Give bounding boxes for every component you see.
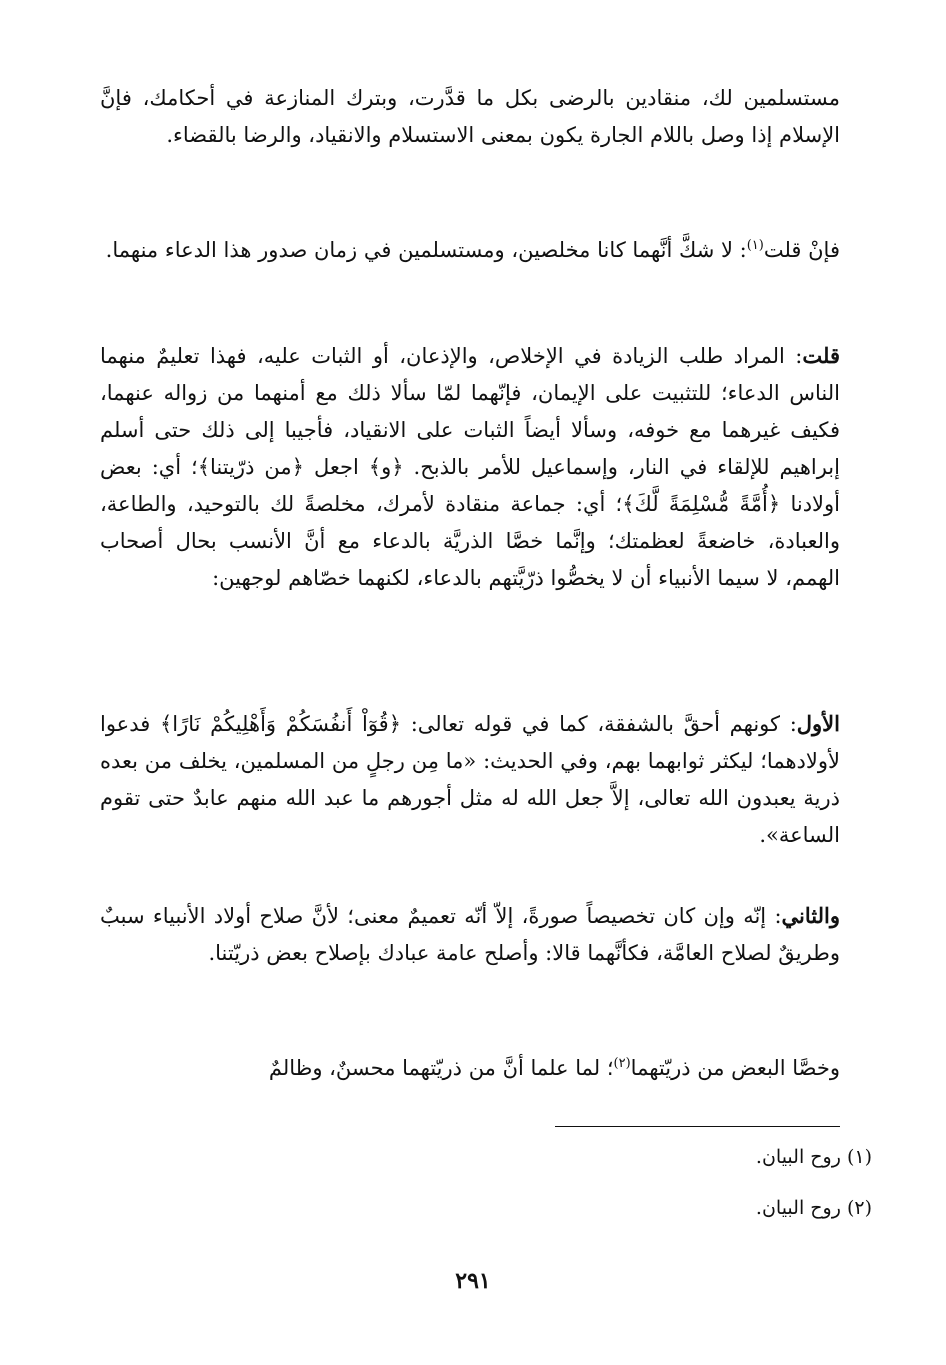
paragraph-2-lead: فإنْ قلت	[763, 238, 840, 262]
paragraph-2-text: : لا شكَّ أنَّهما كانا مخلصين، ومستسلمين في زمان صدور هذا الدعاء منهما.	[105, 238, 747, 262]
paragraph-1-text: مستسلمين لك، منقادين بالرضى بكل ما قدَّرت، وبترك المنازعة في أحكامك، فإنَّ الإسلام إذا وصل باللام الجارة يكون بمعنى الاستسلام والانقياد، والرضا بالقضاء.	[100, 86, 840, 147]
paragraph-3	[100, 337, 840, 597]
footnote-ref-2: (٢)	[613, 1056, 631, 1071]
paragraph-6	[100, 1050, 840, 1087]
footnote-2-number: (٢)	[846, 1197, 872, 1219]
footnote-2-text: روح البيان.	[755, 1197, 841, 1219]
paragraph-2	[100, 232, 840, 269]
footnote-divider	[555, 1126, 840, 1127]
footnote-ref-1: (١)	[746, 238, 764, 253]
paragraph-3-text: : المراد طلب الزيادة في الإخلاص، والإذعان، أو الثبات عليه، فهذا تعليمٌ منهما الناس الدعاء؛ للتثبيت على الإيمان، فإنّهما لمّا سألا ذلك مع أمنهما من زواله عنهما، فكيف غيرهما مع خوفه، وسألا أيضاً الثبات على الانقياد، فأجيبا إلى ذلك حتى أسلم إبراهيم للإلقاء في النار، وإسماعيل للأمر بالذبح. ﴿و﴾ اجعل ﴿من ذرّيتنا﴾؛ أي: بعض أولادنا ﴿أُمَّةً مُّسْلِمَةً لَّكَ﴾؛ أي: جماعة منقادة لأمرك، مخلصةً لك بالتوحيد، والطاعة، والعبادة، خاضعةً لعظمتك؛ وإنَّما خصَّا الذريَّة بالدعاء مع أنَّ الأنسب بحال أصحاب الهمم، لا سيما الأنبياء أن لا يخصُّوا ذرّيَّتهم بالدعاء، لكنهما خصّاهم لوجهين:	[100, 344, 840, 590]
paragraph-5	[100, 897, 840, 972]
paragraph-6-lead: وخصَّا البعض من ذريّتهما	[630, 1056, 840, 1080]
paragraph-4-lead: الأول	[796, 711, 840, 736]
paragraph-4	[100, 705, 840, 854]
paragraph-3-lead: قلت	[802, 343, 840, 368]
paragraph-1	[100, 80, 840, 154]
footnote-1	[500, 1144, 872, 1170]
paragraph-4-text: : كونهم أحقَّ بالشفقة، كما في قوله تعالى: ﴿قُوٓاْ أَنفُسَكُمْ وَأَهْلِيكُمْ نَارًا﴾ فدعوا لأولادهما؛ ليكثر ثوابهما بهم، وفي الحديث: «ما مِن رجلٍ من المسلمين، يخلف من بعده ذرية يعبدون الله تعالى، إلاَّ جعل الله له مثل أجورهم ما عبد الله منهم عابدٌ حتى تقوم الساعة».	[100, 712, 840, 847]
page-number: ٢٩١	[455, 1268, 491, 1294]
paragraph-5-text: : إنّه وإن كان تخصيصاً صورةً، إلاّ أنّه تعميمٌ معنى؛ لأنَّ صلاح أولاد الأنبياء سببٌ وطريقٌ لصلاح العامَّة، فكأنَّهما قالا: وأصلح عامة عبادك بإصلاح بعض ذريّتنا.	[100, 904, 840, 965]
paragraph-6-text: ؛ لما علما أنَّ من ذريّتهما محسنٌ، وظالمٌ	[268, 1056, 614, 1080]
footnote-1-number: (١)	[846, 1146, 872, 1168]
paragraph-5-lead: والثاني	[781, 903, 840, 928]
footnote-2	[500, 1195, 872, 1221]
footnote-1-text: روح البيان.	[755, 1146, 841, 1168]
